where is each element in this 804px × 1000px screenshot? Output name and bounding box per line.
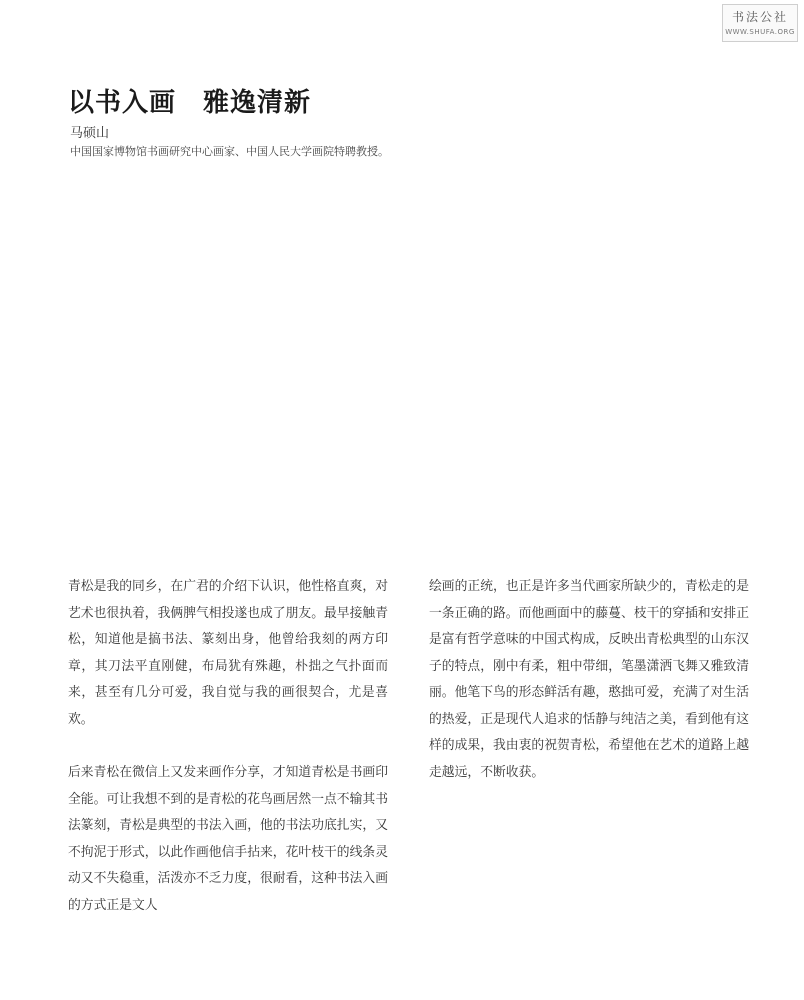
body-column-left [68,574,388,946]
article-title: 以书入画 雅逸清新 [68,88,312,118]
watermark-url: WWW.SHUFA.ORG [725,28,795,36]
body-column-right [429,574,749,813]
author-bio: 中国国家博物馆书画研究中心画家、中国人民大学画院特聘教授。 [70,145,389,158]
paragraph: 绘画的正统，也正是许多当代画家所缺少的，青松走的是一条正确的路。而他画面中的藤蔓、枝干的穿插和安排正是富有哲学意味的中国式构成，反映出青松典型的山东汉子的特点，刚中有柔，粗中带细，笔墨潇洒飞舞又雅致清丽。他笔下鸟的形态鲜活有趣，憨拙可爱，充满了对生活的热爱，正是现代人追求的恬静与纯洁之美，看到他有这样的成果，我由衷的祝贺青松，希望他在艺术的道路上越走越远，不断收获。 [429,579,749,780]
paragraph: 青松是我的同乡，在广君的介绍下认识，他性格直爽，对艺术也很执着，我俩脾气相投遂也成了朋友。最早接触青松，知道他是搞书法、篆刻出身，他曾给我刻的两方印章，其刀法平直刚健，布局犹有殊趣，朴拙之气扑面而来，甚至有几分可爱，我自觉与我的画很契合，尤是喜欢。 [68,579,388,727]
paragraph: 后来青松在微信上又发来画作分享，才知道青松是书画印全能。可让我想不到的是青松的花鸟画居然一点不输其书法篆刻，青松是典型的书法入画，他的书法功底扎实，又不拘泥于形式，以此作画他信手拈来，花叶枝干的线条灵动又不失稳重，活泼亦不乏力度，很耐看，这种书法入画的方式正是文人 [68,765,388,913]
author-name: 马硕山 [70,126,110,141]
site-watermark-logo [722,4,798,42]
watermark-name: 书法公社 [731,10,788,24]
